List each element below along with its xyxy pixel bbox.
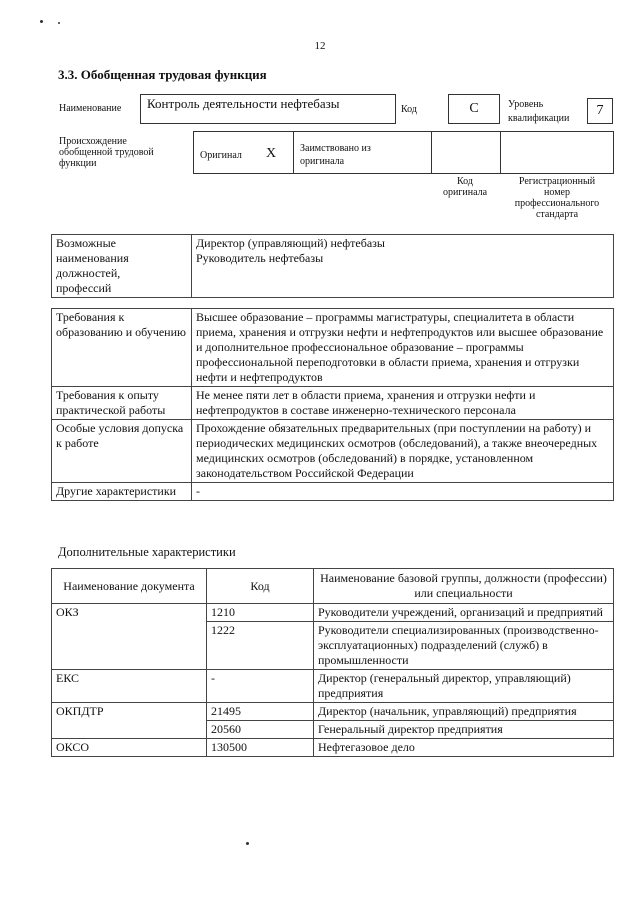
name-cell: Нефтегазовое дело <box>314 739 614 757</box>
requirements-table <box>51 308 614 501</box>
borrowed-label: Заимствовано из оригинала <box>300 143 371 167</box>
table-row <box>52 739 614 757</box>
table-row <box>52 483 614 501</box>
name-field <box>140 94 396 124</box>
positions-table <box>51 234 614 298</box>
experience-value: Не менее пяти лет в области приема, хранения и отгрузки нефти и нефтепродуктов в составе инженерно-технического персонала <box>192 387 614 420</box>
separator <box>293 132 294 173</box>
name-cell: Руководители специализированных (производственно-эксплуатационных) подразделений (служб) в промышленности <box>314 622 614 670</box>
table-row <box>52 235 614 298</box>
doc-cell <box>52 721 207 739</box>
table-row <box>52 387 614 420</box>
positions-value: Директор (управляющий) нефтебазы Руководитель нефтебазы <box>192 235 614 298</box>
registration-caption: Регистрационный номер профессионального стандарта <box>514 176 600 220</box>
level-value: 7 <box>596 103 604 118</box>
table-row <box>52 420 614 483</box>
code-original-caption: Код оригинала <box>442 176 488 198</box>
additional-title: Дополнительные характеристики <box>58 545 236 559</box>
positions-label: Возможные наименования должностей, профессий <box>52 235 192 298</box>
name-cell: Генеральный директор предприятия <box>314 721 614 739</box>
additional-table <box>51 568 614 757</box>
name-value: Контроль деятельности нефтебазы <box>147 96 340 111</box>
separator <box>431 132 432 173</box>
name-cell: Директор (начальник, управляющий) предприятия <box>314 703 614 721</box>
level-field <box>587 98 613 124</box>
other-value: - <box>192 483 614 501</box>
experience-label: Требования к опыту практической работы <box>52 387 192 420</box>
table-row <box>52 309 614 387</box>
section-title: 3.3. Обобщенная трудовая функция <box>58 67 267 82</box>
code-cell: 1222 <box>207 622 314 670</box>
code-field <box>448 94 500 124</box>
code-cell: 130500 <box>207 739 314 757</box>
col-doc-header: Наименование документа <box>52 569 207 604</box>
doc-cell: ОКСО <box>52 739 207 757</box>
doc-cell: ЕКС <box>52 670 207 703</box>
code-cell: - <box>207 670 314 703</box>
table-row <box>52 721 614 739</box>
doc-cell <box>52 622 207 670</box>
code-label: Код <box>401 104 417 115</box>
table-row <box>52 622 614 670</box>
table-header-row <box>52 569 614 604</box>
code-value: C <box>469 101 479 116</box>
scan-speck <box>246 842 249 845</box>
col-code-header: Код <box>207 569 314 604</box>
doc-cell: ОКЗ <box>52 604 207 622</box>
page-number: 12 <box>314 40 326 52</box>
scan-speck <box>40 20 43 23</box>
origin-grid <box>193 131 614 174</box>
code-cell: 1210 <box>207 604 314 622</box>
level-label: Уровень квалификации <box>508 99 570 124</box>
education-label: Требования к образованию и обучению <box>52 309 192 387</box>
original-mark: X <box>266 146 277 161</box>
col-name-header: Наименование базовой группы, должности (профессии) или специальности <box>314 569 614 604</box>
admission-label: Особые условия допуска к работе <box>52 420 192 483</box>
name-label: Наименование <box>59 103 122 114</box>
name-cell: Директор (генеральный директор, управляющий) предприятия <box>314 670 614 703</box>
doc-cell: ОКПДТР <box>52 703 207 721</box>
table-row <box>52 670 614 703</box>
table-row <box>52 703 614 721</box>
separator <box>500 132 501 173</box>
original-label: Оригинал <box>200 150 242 161</box>
name-cell: Руководители учреждений, организаций и предприятий <box>314 604 614 622</box>
origin-label: Происхождение обобщенной трудовой функции <box>59 136 154 169</box>
table-row <box>52 604 614 622</box>
education-value: Высшее образование – программы магистратуры, специалитета в области приема, хранения и отгрузки нефти и нефтепродуктов или высшее образование и дополнительное профессиональное образование – программы профессиональной переподготовки в области приема, хранения и отгрузки нефти и нефтепродуктов <box>192 309 614 387</box>
other-label: Другие характеристики <box>52 483 192 501</box>
code-cell: 20560 <box>207 721 314 739</box>
scan-speck <box>58 22 60 24</box>
code-cell: 21495 <box>207 703 314 721</box>
admission-value: Прохождение обязательных предварительных (при поступлении на работу) и периодических медицинских осмотров (обследований), а также внеочередных медицинских осмотров (обследований) в порядке, установленном законодательством Российской Федерации <box>192 420 614 483</box>
